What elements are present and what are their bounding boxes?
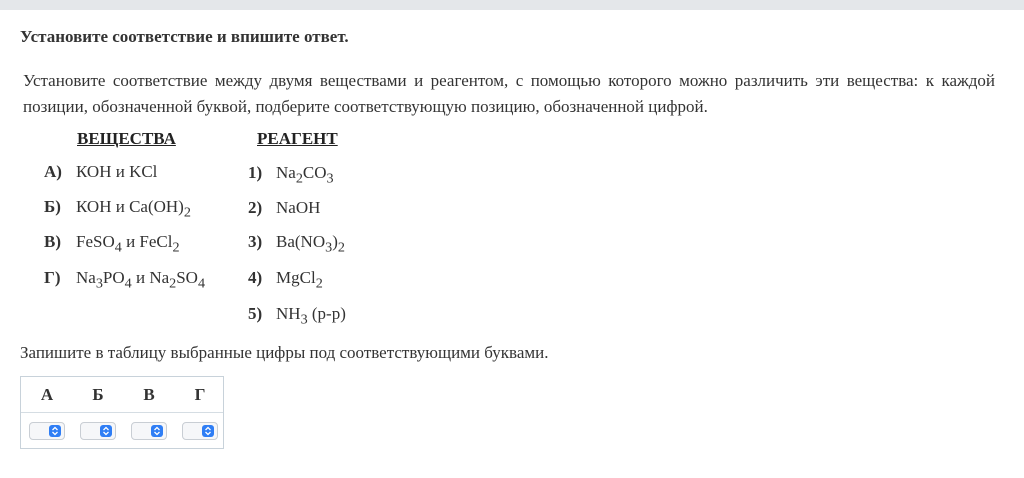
- answer-instruction: Запишите в таблицу выбранные цифры под соответствующими буквами.: [20, 343, 549, 362]
- answer-select-g[interactable]: [182, 422, 218, 440]
- reagent-label: 5): [248, 304, 263, 323]
- reagent-label: 3): [248, 232, 263, 251]
- answer-select-a[interactable]: [29, 422, 65, 440]
- answer-header-g: Г: [194, 385, 206, 404]
- task-heading: Установите соответствие и впишите ответ.: [20, 27, 349, 46]
- answer-header-b: Б: [92, 385, 104, 404]
- reagent-row-4: [248, 268, 323, 292]
- substance-label: Г): [44, 268, 61, 287]
- substance-row-v: [44, 232, 180, 256]
- substance-row-b: [44, 197, 191, 221]
- substance-text: $Na_3PO_4$ и $Na_2SO_4$: [76, 268, 206, 292]
- reagent-label: 4): [248, 268, 263, 287]
- answer-select-b[interactable]: [80, 422, 116, 440]
- answer-header-v: В: [143, 385, 155, 404]
- substance-label: В): [44, 232, 61, 251]
- answer-header-a: А: [40, 385, 54, 404]
- reagent-row-5: [248, 304, 346, 328]
- answer-table: [20, 376, 224, 449]
- reagent-column-header: РЕАГЕНТ: [257, 129, 338, 148]
- top-bar: [0, 0, 1024, 10]
- reagent-label: 2): [248, 198, 263, 217]
- reagent-text: NaOH: [276, 198, 321, 217]
- substance-text: FeSO$_4$ и FeCl$_2$: [76, 232, 180, 256]
- reagent-row-1: [248, 163, 334, 187]
- updown-chevron-icon: [49, 425, 61, 437]
- substance-label: Б): [44, 197, 61, 216]
- reagent-row-3: [248, 232, 345, 256]
- reagent-text: $NH_3$ (р-р): [276, 304, 346, 328]
- substance-row-a: [44, 162, 157, 182]
- substance-text: КОН и KCl: [76, 162, 158, 181]
- reagent-text: MgCl$_2$: [276, 268, 323, 292]
- updown-chevron-icon: [151, 425, 163, 437]
- substances-column-header: ВЕЩЕСТВА: [77, 129, 176, 148]
- substance-row-g: [44, 268, 205, 292]
- answer-table-divider: [21, 412, 223, 413]
- updown-chevron-icon: [100, 425, 112, 437]
- reagent-row-2: [248, 198, 320, 218]
- answer-select-v[interactable]: [131, 422, 167, 440]
- reagent-text: $Na_2CO_3$: [276, 163, 334, 187]
- task-description: Установите соответствие между двумя веществами и реагентом, с помощью которого можно различить эти вещества: к каждой позиции, обозначенной буквой, подберите соответствующую позицию, обозначенной цифрой.: [23, 71, 995, 116]
- updown-chevron-icon: [202, 425, 214, 437]
- reagent-text: $Ba(NO_3)_2$: [276, 232, 345, 256]
- substance-text: КОН и $Ca(OH)_2$: [76, 197, 191, 221]
- substance-label: А): [44, 162, 62, 181]
- reagent-label: 1): [248, 163, 263, 182]
